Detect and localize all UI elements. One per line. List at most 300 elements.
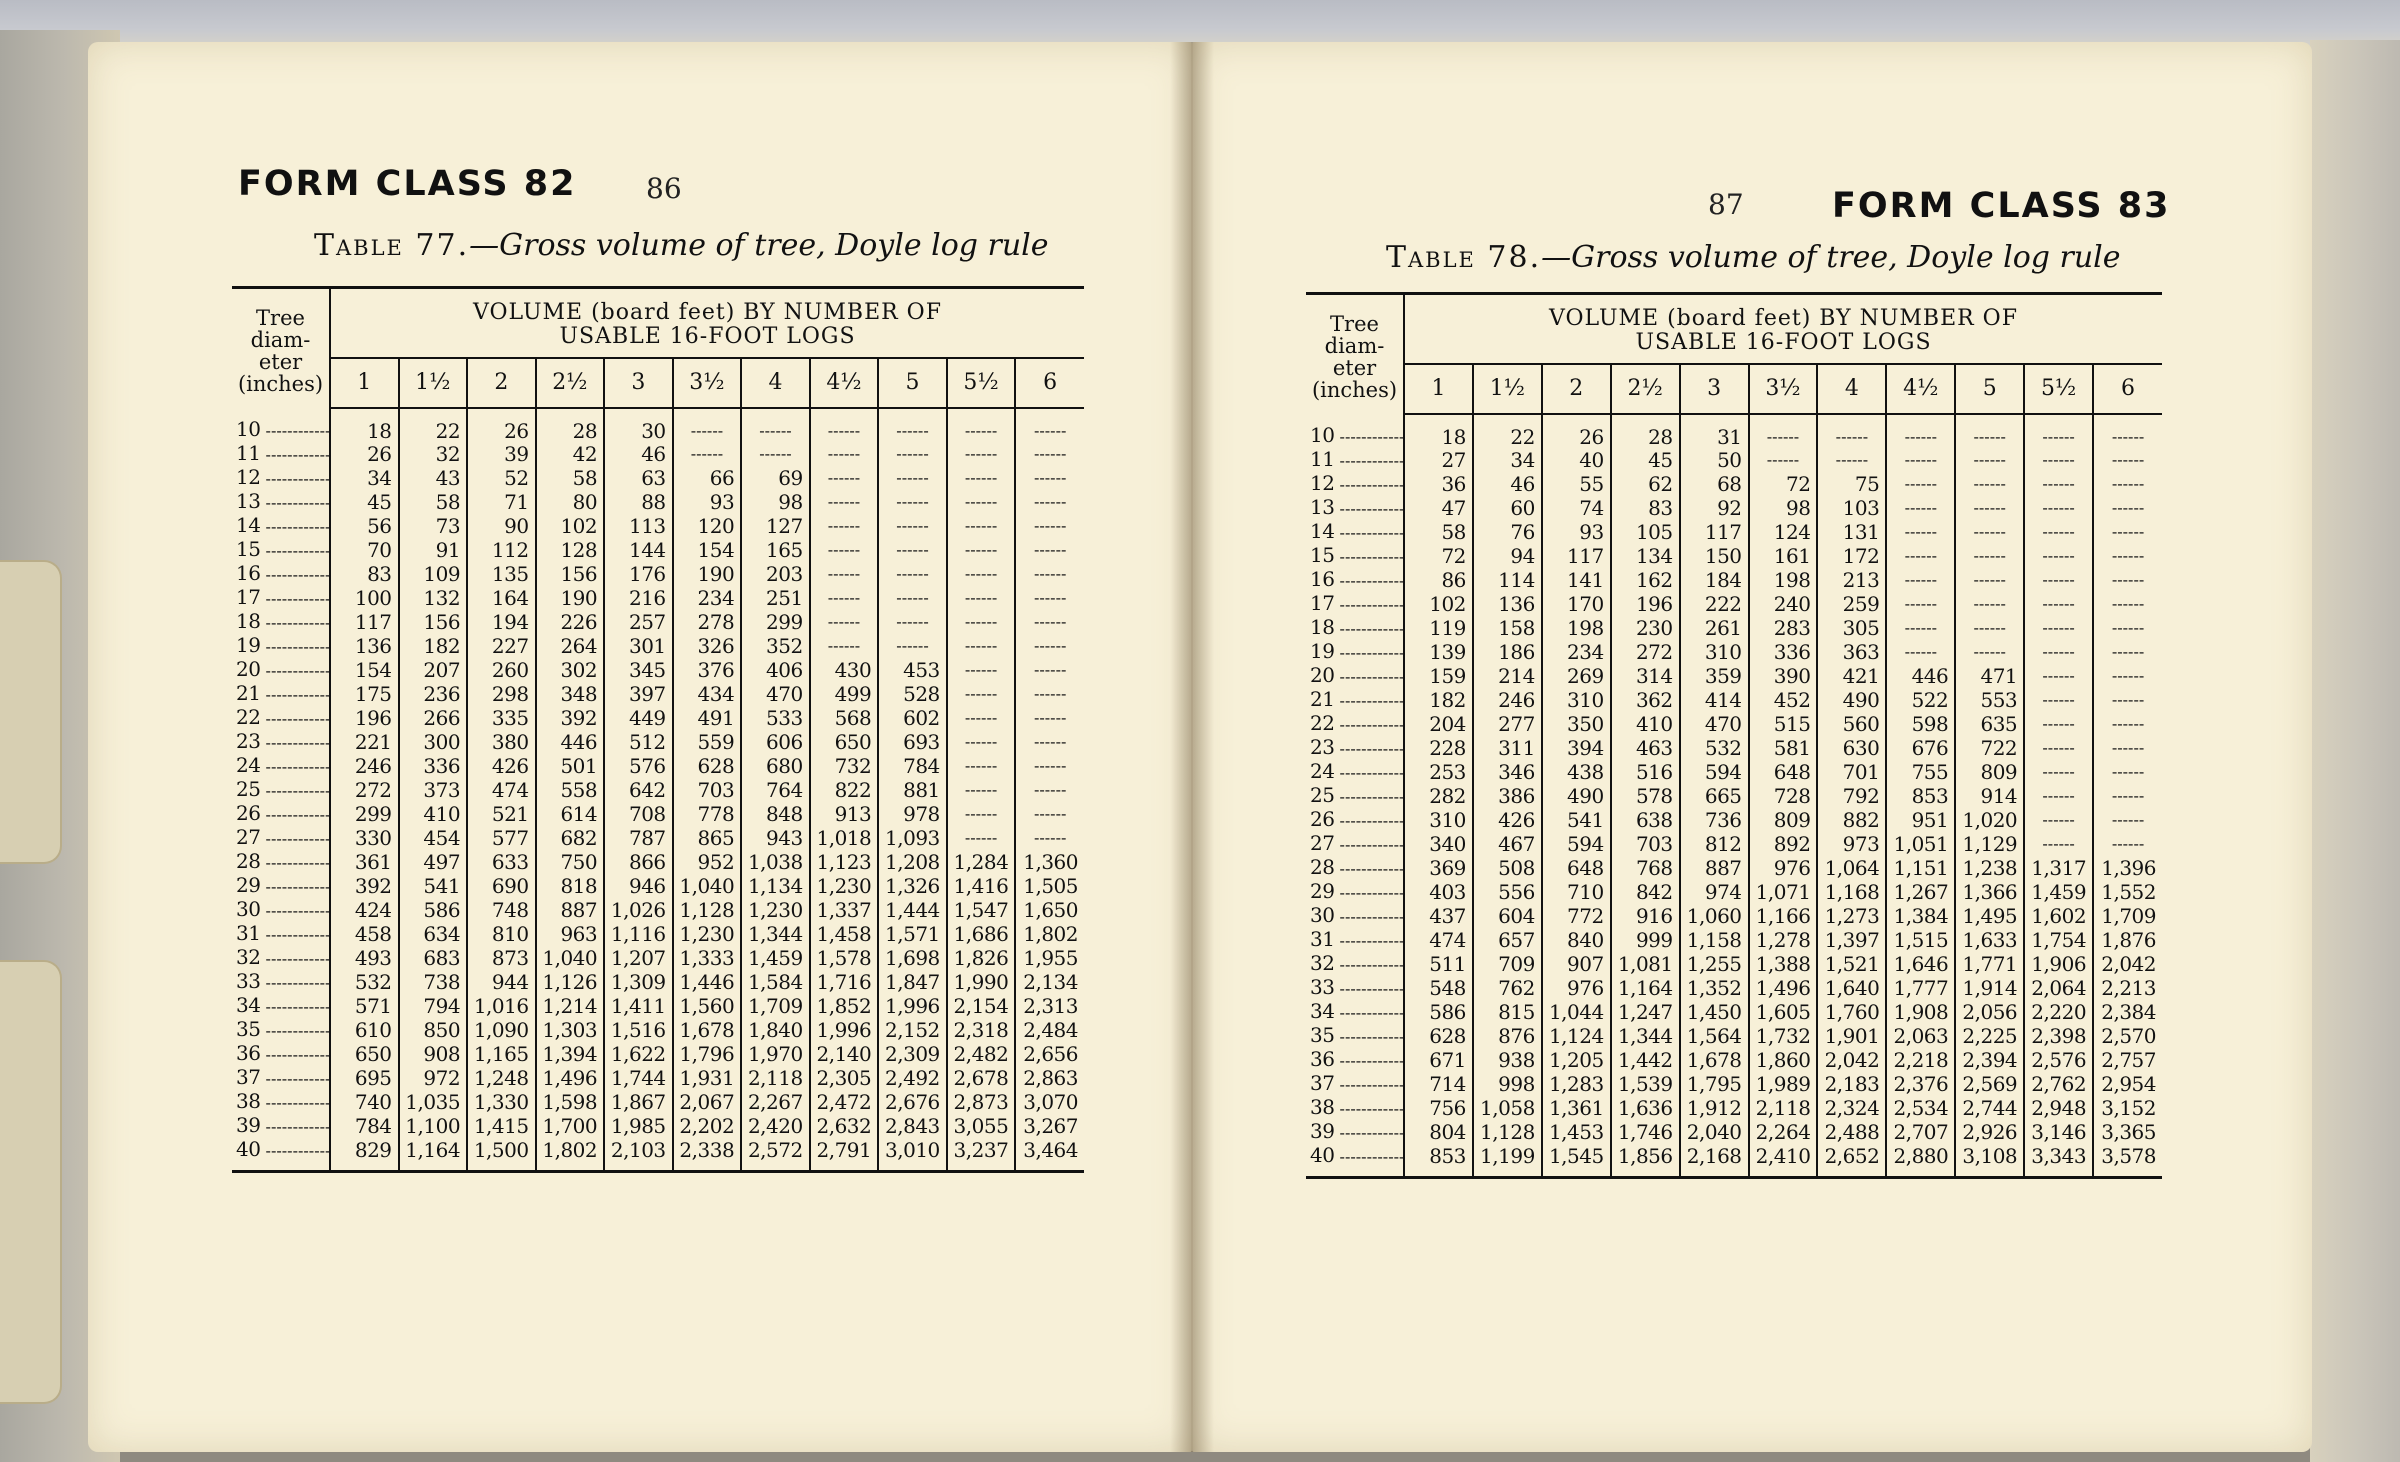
empty-cell: ------ [2093,784,2162,808]
diameter-cell: 30 ----- [1306,904,1404,928]
empty-cell: ------ [947,682,1016,706]
empty-cell: ------ [1886,520,1955,544]
empty-cell: ------ [947,706,1016,730]
volume-cell: 162 [1611,568,1680,592]
volume-cell: 1,840 [741,1018,810,1042]
volume-cell: 283 [1749,616,1818,640]
volume-cell: 972 [399,1066,468,1090]
diameter-column-header [232,288,330,409]
volume-cell: 73 [399,514,468,538]
empty-cell: ------ [947,658,1016,682]
volume-cell: 690 [467,874,536,898]
volume-cell: 260 [467,658,536,682]
volume-cell: 913 [810,802,879,826]
diameter-cell: 21 ----- [1306,688,1404,712]
volume-cell: 938 [1473,1048,1542,1072]
diameter-cell: 16 ----- [1306,568,1404,592]
empty-cell: ------ [1955,496,2024,520]
book-cover-right [2310,40,2400,1462]
volume-cell: 34 [1473,448,1542,472]
volume-cell: 42 [536,442,605,466]
volume-cell: 1,018 [810,826,879,850]
table-row [1306,448,2162,472]
volume-cell: 648 [1542,856,1611,880]
volume-cell: 72 [1749,472,1818,496]
volume-cell: 131 [1817,520,1886,544]
diameter-cell: 13 ----- [232,490,330,514]
empty-cell: ------ [2093,472,2162,496]
volume-cell: 1,394 [536,1042,605,1066]
volume-cell: 848 [741,802,810,826]
volume-cell: 2,103 [604,1138,673,1172]
volume-cell: 1,164 [399,1138,468,1172]
volume-cell: 1,578 [810,946,879,970]
volume-cell: 390 [1749,664,1818,688]
volume-cell: 2,202 [673,1114,742,1138]
empty-cell: ------ [1955,520,2024,544]
volume-cell: 222 [1680,592,1749,616]
empty-cell: ------ [1015,514,1084,538]
volume-cell: 695 [330,1066,399,1090]
diameter-cell: 12 ----- [232,466,330,490]
volume-cell: 1,168 [1817,880,1886,904]
volume-cell: 136 [330,634,399,658]
volume-cell: 1,678 [673,1018,742,1042]
volume-cell: 392 [536,706,605,730]
volume-cell: 474 [1404,928,1473,952]
log-count-header: 3 [604,358,673,408]
volume-cell: 1,545 [1542,1144,1611,1178]
volume-cell: 55 [1542,472,1611,496]
volume-cell: 2,313 [1015,994,1084,1018]
volume-cell: 1,284 [947,850,1016,874]
volume-cell: 1,051 [1886,832,1955,856]
volume-table [1306,292,2162,1179]
index-tab [0,960,62,1404]
volume-cell: 175 [330,682,399,706]
volume-cell: 154 [673,538,742,562]
volume-cell: 430 [810,658,879,682]
volume-cell: 426 [467,754,536,778]
volume-cell: 951 [1886,808,1955,832]
volume-cell: 2,762 [2024,1072,2093,1096]
volume-cell: 571 [330,994,399,1018]
volume-cell: 68 [1680,472,1749,496]
volume-cell: 196 [1611,592,1680,616]
volume-cell: 1,901 [1817,1024,1886,1048]
log-count-header: 3½ [673,358,742,408]
empty-cell: ------ [810,442,879,466]
empty-cell: ------ [1955,472,2024,496]
empty-cell: ------ [1886,568,1955,592]
diameter-cell: 36 ----- [1306,1048,1404,1072]
volume-cell: 1,500 [467,1138,536,1172]
volume-cell: 701 [1817,760,1886,784]
volume-cell: 1,283 [1542,1072,1611,1096]
volume-cell: 1,397 [1817,928,1886,952]
diameter-cell: 39 ----- [232,1114,330,1138]
volume-cell: 340 [1404,832,1473,856]
volume-cell: 1,444 [878,898,947,922]
empty-cell: ------ [1015,730,1084,754]
table-row [1306,976,2162,1000]
volume-cell: 1,802 [1015,922,1084,946]
volume-cell: 710 [1542,880,1611,904]
volume-cell: 135 [467,562,536,586]
table-row [1306,1120,2162,1144]
empty-cell: ------ [947,754,1016,778]
volume-cell: 738 [399,970,468,994]
table-row [1306,520,2162,544]
volume-cell: 976 [1542,976,1611,1000]
volume-cell: 598 [1886,712,1955,736]
volume-cell: 2,420 [741,1114,810,1138]
log-count-header: 1 [1404,364,1473,414]
volume-cell: 117 [1542,544,1611,568]
empty-cell: ------ [2093,520,2162,544]
volume-cell: 511 [1404,952,1473,976]
volume-cell: 671 [1404,1048,1473,1072]
volume-cell: 577 [467,826,536,850]
volume-cell: 887 [536,898,605,922]
volume-cell: 1,230 [673,922,742,946]
volume-cell: 22 [399,408,468,442]
volume-cell: 94 [1473,544,1542,568]
table-row [1306,760,2162,784]
volume-cell: 553 [1955,688,2024,712]
empty-cell: ------ [2024,472,2093,496]
diameter-cell: 40 ----- [1306,1144,1404,1178]
volume-cell: 604 [1473,904,1542,928]
volume-cell: 998 [1473,1072,1542,1096]
volume-cell: 1,640 [1817,976,1886,1000]
empty-cell: ------ [1886,640,1955,664]
table-row [232,874,1084,898]
empty-cell: ------ [2024,688,2093,712]
volume-cell: 62 [1611,472,1680,496]
diameter-cell: 16 ----- [232,562,330,586]
volume-cell: 120 [673,514,742,538]
log-count-header: 5 [1955,364,2024,414]
volume-cell: 1,230 [741,898,810,922]
volume-cell: 1,650 [1015,898,1084,922]
volume-cell: 3,055 [947,1114,1016,1138]
volume-cell: 458 [330,922,399,946]
volume-cell: 2,410 [1749,1144,1818,1178]
volume-cell: 1,151 [1886,856,1955,880]
volume-cell: 98 [741,490,810,514]
empty-cell: ------ [1955,640,2024,664]
volume-cell: 680 [741,754,810,778]
table-row [1306,664,2162,688]
volume-cell: 1,970 [741,1042,810,1066]
volume-cell: 2,652 [1817,1144,1886,1178]
table-row [232,586,1084,610]
table-row [232,442,1084,466]
table-row [1306,616,2162,640]
volume-cell: 1,238 [1955,856,2024,880]
volume-cell: 46 [604,442,673,466]
volume-cell: 1,344 [741,922,810,946]
volume-cell: 446 [536,730,605,754]
header-line: USABLE 16-FOOT LOGS [1635,330,1932,355]
volume-cell: 1,867 [604,1090,673,1114]
log-count-header: 2 [1542,364,1611,414]
volume-cell: 1,709 [2093,904,2162,928]
volume-cell: 2,863 [1015,1066,1084,1090]
volume-cell: 1,496 [536,1066,605,1090]
volume-cell: 1,230 [810,874,879,898]
volume-cell: 2,791 [810,1138,879,1172]
volume-cell: 236 [399,682,468,706]
volume-cell: 516 [1611,760,1680,784]
volume-cell: 635 [1955,712,2024,736]
volume-cell: 2,154 [947,994,1016,1018]
volume-cell: 2,676 [878,1090,947,1114]
diameter-cell: 19 ----- [232,634,330,658]
volume-cell: 359 [1680,664,1749,688]
empty-cell: ------ [947,730,1016,754]
volume-cell: 299 [741,610,810,634]
volume-cell: 1,802 [536,1138,605,1172]
volume-cell: 548 [1404,976,1473,1000]
volume-cell: 58 [1404,520,1473,544]
book-gutter [1170,42,1214,1452]
volume-cell: 794 [399,994,468,1018]
table-row [1306,1072,2162,1096]
volume-cell: 2,140 [810,1042,879,1066]
volume-cell: 768 [1611,856,1680,880]
volume-cell: 840 [1542,928,1611,952]
header-line: diam- [250,327,311,352]
volume-cell: 47 [1404,496,1473,520]
volume-cell: 1,026 [604,898,673,922]
empty-cell: ------ [947,562,1016,586]
volume-cell: 394 [1542,736,1611,760]
volume-cell: 186 [1473,640,1542,664]
diameter-cell: 23 ----- [232,730,330,754]
table-row [1306,880,2162,904]
empty-cell: ------ [2024,496,2093,520]
diameter-cell: 13 ----- [1306,496,1404,520]
volume-cell: 1,016 [467,994,536,1018]
table-row [1306,688,2162,712]
volume-cell: 865 [673,826,742,850]
empty-cell: ------ [2093,448,2162,472]
empty-cell: ------ [947,442,1016,466]
volume-cell: 300 [399,730,468,754]
volume-cell: 614 [536,802,605,826]
volume-cell: 1,388 [1749,952,1818,976]
volume-cell: 1,795 [1680,1072,1749,1096]
volume-cell: 438 [1542,760,1611,784]
empty-cell: ------ [947,826,1016,850]
table-row [232,610,1084,634]
volume-cell: 100 [330,586,399,610]
empty-cell: ------ [1886,448,1955,472]
diameter-cell: 40 ----- [232,1138,330,1172]
volume-cell: 1,038 [741,850,810,874]
header-line: diam- [1324,333,1385,358]
volume-cell: 1,361 [1542,1096,1611,1120]
volume-cell: 3,237 [947,1138,1016,1172]
volume-cell: 703 [1611,832,1680,856]
volume-cell: 71 [467,490,536,514]
volume-cell: 532 [1680,736,1749,760]
empty-cell: ------ [1015,658,1084,682]
volume-cell: 424 [330,898,399,922]
volume-cell: 2,042 [2093,952,2162,976]
volume-cell: 83 [330,562,399,586]
diameter-cell: 37 ----- [1306,1072,1404,1096]
volume-cell: 1,989 [1749,1072,1818,1096]
volume-cell: 703 [673,778,742,802]
table-row [232,946,1084,970]
volume-cell: 2,042 [1817,1048,1886,1072]
volume-cell: 722 [1955,736,2024,760]
empty-cell: ------ [947,634,1016,658]
volume-cell: 818 [536,874,605,898]
empty-cell: ------ [810,562,879,586]
volume-cell: 522 [1886,688,1955,712]
volume-cell: 114 [1473,568,1542,592]
volume-cell: 172 [1817,544,1886,568]
volume-cell: 2,118 [741,1066,810,1090]
volume-cell: 916 [1611,904,1680,928]
table-title: —Gross volume of tree, Doyle log rule [469,228,1049,263]
empty-cell: ------ [2024,784,2093,808]
empty-cell: ------ [810,466,879,490]
volume-cell: 512 [604,730,673,754]
header-line: (inches) [1311,377,1398,402]
volume-cell: 1,552 [2093,880,2162,904]
volume-cell: 1,908 [1886,1000,1955,1024]
volume-cell: 1,116 [604,922,673,946]
volume-cell: 1,081 [1611,952,1680,976]
volume-cell: 787 [604,826,673,850]
volume-cell: 1,698 [878,946,947,970]
volume-cell: 1,598 [536,1090,605,1114]
empty-cell: ------ [741,408,810,442]
diameter-cell: 14 ----- [232,514,330,538]
volume-cell: 3,365 [2093,1120,2162,1144]
volume-cell: 376 [673,658,742,682]
volume-cell: 437 [1404,904,1473,928]
volume-cell: 182 [1404,688,1473,712]
volume-cell: 736 [1680,808,1749,832]
volume-cell: 1,521 [1817,952,1886,976]
volume-cell: 75 [1817,472,1886,496]
volume-cell: 314 [1611,664,1680,688]
table-row [1306,904,2162,928]
volume-cell: 499 [810,682,879,706]
volume-cell: 113 [604,514,673,538]
volume-cell: 1,539 [1611,1072,1680,1096]
volume-cell: 43 [399,466,468,490]
volume-cell: 93 [1542,520,1611,544]
volume-cell: 1,134 [741,874,810,898]
volume-cell: 128 [536,538,605,562]
diameter-cell: 33 ----- [1306,976,1404,1000]
volume-cell: 264 [536,634,605,658]
volume-cell: 1,860 [1749,1048,1818,1072]
volume-cell: 105 [1611,520,1680,544]
table-row [232,562,1084,586]
volume-cell: 58 [536,466,605,490]
volume-cell: 1,796 [673,1042,742,1066]
volume-cell: 1,071 [1749,880,1818,904]
diameter-cell: 33 ----- [232,970,330,994]
empty-cell: ------ [1955,414,2024,448]
volume-cell: 714 [1404,1072,1473,1096]
empty-cell: ------ [1015,490,1084,514]
empty-cell: ------ [878,408,947,442]
volume-cell: 976 [1749,856,1818,880]
volume-cell: 602 [878,706,947,730]
volume-cell: 1,416 [947,874,1016,898]
volume-cell: 1,129 [1955,832,2024,856]
volume-cell: 98 [1749,496,1818,520]
header-line: VOLUME (board feet) BY NUMBER OF [1549,306,2018,331]
volume-cell: 1,273 [1817,904,1886,928]
volume-cell: 259 [1817,592,1886,616]
volume-cell: 541 [399,874,468,898]
empty-cell: ------ [1749,448,1818,472]
volume-header [1404,294,2162,365]
log-count-header: 1½ [1473,364,1542,414]
volume-cell: 1,955 [1015,946,1084,970]
volume-cell: 1,128 [1473,1120,1542,1144]
volume-cell: 732 [810,754,879,778]
diameter-cell: 36 ----- [232,1042,330,1066]
volume-cell: 190 [673,562,742,586]
volume-cell: 533 [741,706,810,730]
empty-cell: ------ [810,634,879,658]
volume-cell: 426 [1473,808,1542,832]
empty-cell: ------ [878,610,947,634]
volume-cell: 22 [1473,414,1542,448]
volume-cell: 521 [467,802,536,826]
volume-cell: 1,450 [1680,1000,1749,1024]
table-row [232,1042,1084,1066]
volume-cell: 3,464 [1015,1138,1084,1172]
volume-cell: 594 [1542,832,1611,856]
empty-cell: ------ [810,514,879,538]
volume-cell: 298 [467,682,536,706]
empty-cell: ------ [2024,640,2093,664]
volume-cell: 26 [1542,414,1611,448]
table-row [1306,808,2162,832]
volume-cell: 58 [399,490,468,514]
volume-cell: 36 [1404,472,1473,496]
volume-cell: 2,264 [1749,1120,1818,1144]
volume-cell: 392 [330,874,399,898]
volume-cell: 2,067 [673,1090,742,1114]
diameter-cell: 30 ----- [232,898,330,922]
volume-cell: 301 [604,634,673,658]
empty-cell: ------ [2093,736,2162,760]
volume-cell: 92 [1680,496,1749,520]
volume-cell: 1,560 [673,994,742,1018]
volume-cell: 2,309 [878,1042,947,1066]
diameter-cell: 34 ----- [1306,1000,1404,1024]
volume-cell: 1,571 [878,922,947,946]
volume-cell: 272 [1611,640,1680,664]
empty-cell: ------ [1015,634,1084,658]
volume-cell: 576 [604,754,673,778]
volume-cell: 352 [741,634,810,658]
table-row [1306,928,2162,952]
